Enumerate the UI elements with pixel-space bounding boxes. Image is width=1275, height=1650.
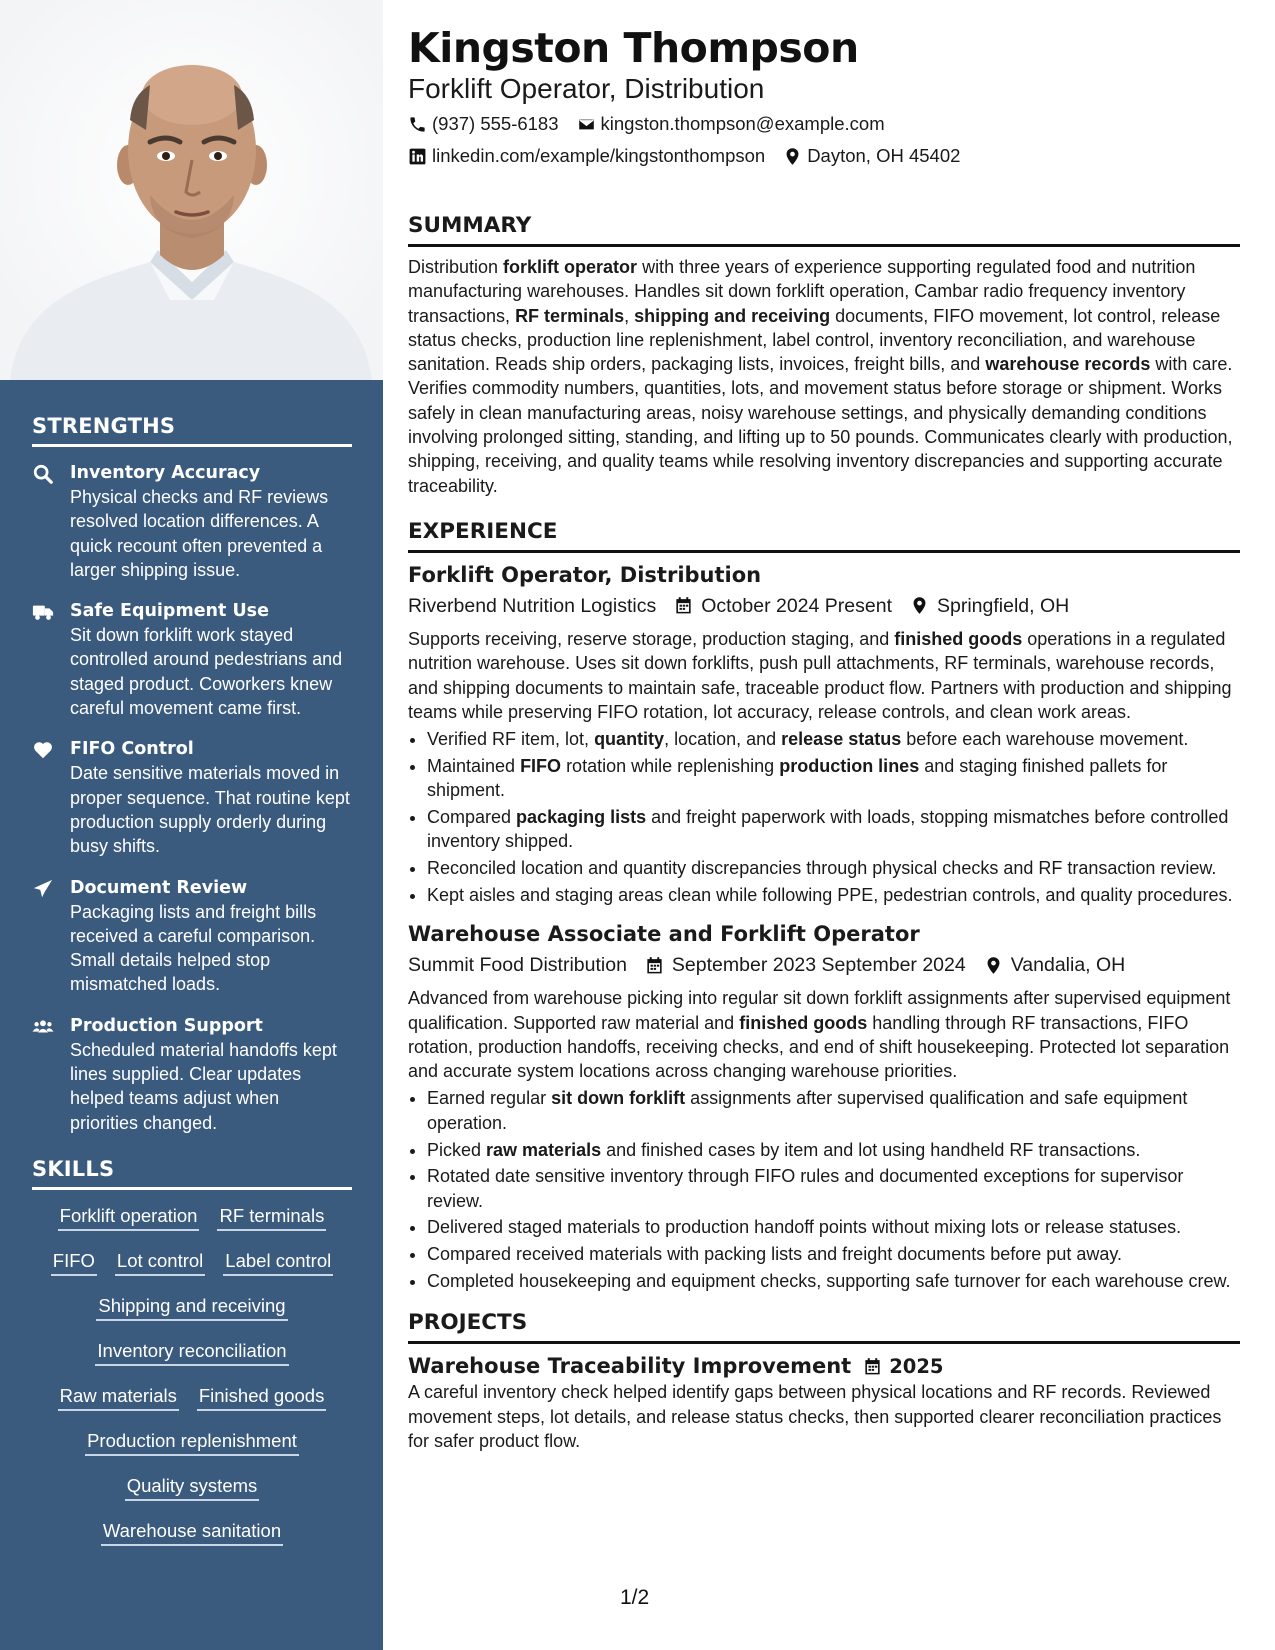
- job-entry: [408, 920, 1240, 1293]
- skill-tag: Production replenishment: [85, 1429, 299, 1456]
- project-year: 2025: [889, 1354, 944, 1378]
- project-header: [408, 1352, 1240, 1380]
- skill-tag: Lot control: [115, 1249, 205, 1276]
- strength-title: Safe Equipment Use: [70, 601, 269, 622]
- skills-heading: SKILLS: [32, 1157, 352, 1190]
- list-item: • Kept aisles and staging areas clean while following PPE, pedestrian controls, and quality procedures.: [427, 883, 1240, 907]
- calendar-icon: [674, 596, 693, 615]
- list-item: • Compared received materials with packing lists and freight documents before put away.: [427, 1242, 1240, 1266]
- section-heading: PROJECTS: [408, 1309, 1240, 1344]
- strength-text: Physical checks and RF reviews resolved location differences. A quick recount often prevented a larger shipping issue.: [70, 487, 329, 580]
- sidebar-panel: [0, 380, 383, 1650]
- skills-list: [32, 1204, 352, 1546]
- job-description: Advanced from warehouse picking into regular sit down forklift assignments after supervised equipment qualification. Supported raw material and finished goods handling through RF transactions, FIFO rotation, production handoffs, receiving checks, and end of shift housekeeping. Protected lot separation and accurate system locations across changing warehouse priorities.: [408, 988, 1231, 1082]
- list-item: • Earned regular sit down forklift assignments after supervised qualification and safe equipment operation.: [427, 1086, 1240, 1135]
- list-item: • Reconciled location and quantity discrepancies through physical checks and RF transaction review.: [427, 856, 1240, 880]
- strength-title: Document Review: [70, 877, 248, 898]
- strength-item: [32, 737, 351, 858]
- map-pin-icon: [910, 596, 929, 615]
- strengths-list: [32, 461, 351, 1135]
- skill-tag: Label control: [223, 1249, 333, 1276]
- heart-icon: [32, 737, 70, 858]
- strength-text: Scheduled material handoffs kept lines supplied. Clear updates helped teams adjust when priorities changed.: [70, 1039, 337, 1133]
- candidate-role: Forklift Operator, Distribution: [408, 73, 765, 104]
- job-meta: [408, 952, 1240, 978]
- list-item: • Verified RF item, lot, quantity, location, and release status before each warehouse movement.: [427, 727, 1240, 751]
- strengths-heading: STRENGTHS: [32, 414, 352, 447]
- search-icon: [32, 461, 70, 582]
- strength-title: Production Support: [70, 1015, 263, 1036]
- job-dates: September 2023 September 2024: [671, 954, 966, 977]
- linkedin-link[interactable]: linkedin.com/example/kingstonthompson: [432, 145, 766, 166]
- contact-row: [408, 112, 1240, 136]
- users-icon: [32, 1014, 70, 1135]
- location-text: Dayton, OH 45402: [807, 145, 961, 166]
- job-description: Supports receiving, reserve storage, production staging, and finished goods operations in a regulated nutrition warehouse. Uses sit down forklifts, push pull attachments, RF terminals, warehouse records, and shipping documents to maintain safe, traceable product flow. Partners with production and shipping teams while preserving FIFO rotation, lot accuracy, release controls, and clean work areas.: [408, 628, 1232, 722]
- strength-title: FIFO Control: [70, 739, 194, 760]
- summary-section: [408, 212, 1240, 498]
- strength-text: Sit down forklift work stayed controlled around pedestrians and staged product. Coworkers knew careful movement came first.: [70, 625, 343, 719]
- main-content: [408, 22, 1240, 1453]
- paper-plane-icon: [32, 876, 70, 997]
- job-meta: [408, 593, 1240, 619]
- skill-tag: Inventory reconciliation: [95, 1339, 288, 1366]
- section-heading: EXPERIENCE: [408, 518, 1240, 553]
- list-item: • Delivered staged materials to production handoff points without mixing lots or release statuses.: [427, 1215, 1240, 1239]
- strength-title: Inventory Accuracy: [70, 463, 261, 483]
- page-number: 1/2: [620, 1586, 650, 1609]
- job-title: Forklift Operator, Distribution: [408, 562, 762, 587]
- skill-tag: Finished goods: [197, 1384, 326, 1411]
- strength-item: [32, 876, 351, 997]
- skill-tag: Warehouse sanitation: [101, 1519, 283, 1546]
- projects-section: [408, 1309, 1240, 1453]
- list-item: • Completed housekeeping and equipment checks, supporting safe turnover for each warehouse crew.: [427, 1269, 1240, 1293]
- skill-tag: FIFO: [51, 1249, 97, 1276]
- sidebar: [0, 0, 383, 1650]
- map-pin-icon: [783, 147, 802, 166]
- job-location: Vandalia, OH: [1010, 954, 1126, 977]
- phone-icon: [408, 115, 427, 134]
- job-dates: October 2024 Present: [701, 594, 892, 617]
- project-description: A careful inventory check helped identify gaps between physical locations and RF records. Reviewed movement steps, lot details, and release status checks, then supported clearer reconciliation practices for safer product flow.: [408, 1382, 1222, 1451]
- calendar-icon: [863, 1357, 882, 1376]
- strength-item: [32, 1014, 351, 1135]
- list-item: • Compared packaging lists and freight paperwork with loads, stopping mismatches before controlled inventory shipped.: [427, 805, 1240, 854]
- project-title: Warehouse Traceability Improvement: [408, 1354, 852, 1379]
- skill-tag: Forklift operation: [58, 1204, 200, 1231]
- map-pin-icon: [984, 956, 1003, 975]
- list-item: • Maintained FIFO rotation while replenishing production lines and staging finished pallets for shipment.: [427, 754, 1240, 803]
- company-name: Riverbend Nutrition Logistics: [408, 594, 657, 617]
- company-name: Summit Food Distribution: [408, 954, 627, 977]
- strength-item: [32, 461, 351, 582]
- skill-tag: RF terminals: [217, 1204, 326, 1231]
- skill-tag: Shipping and receiving: [96, 1294, 287, 1321]
- job-location: Springfield, OH: [937, 594, 1070, 617]
- strength-text: Packaging lists and freight bills received a careful comparison. Small details helped stop mismatched loads.: [70, 901, 317, 995]
- list-item: • Picked raw materials and finished cases by item and lot using handheld RF transactions.: [427, 1138, 1240, 1162]
- skill-tag: Quality systems: [125, 1474, 260, 1501]
- list-item: • Rotated date sensitive inventory through FIFO rules and documented exceptions for supervisor review.: [427, 1164, 1240, 1213]
- candidate-name: Kingston Thompson: [408, 24, 859, 72]
- job-bullets: [427, 1086, 1240, 1293]
- strength-item: [32, 599, 351, 720]
- summary-text: Distribution forklift operator with three years of experience supporting regulated food and nutrition manufacturing warehouses. Handles sit down forklift operation, Cambar radio frequency inventory transactions, RF terminals, shipping and receiving documents, FIFO movement, lot control, release status checks, production line replenishment, label control, inventory reconciliation, and warehouse sanitation. Reads ship orders, packaging lists, invoices, freight bills, and warehouse records with care. Verifies commodity numbers, quantities, lots, and movement status before storage or shipment. Works safely in clean manufacturing areas, noisy warehouse settings, and physically demanding conditions involving prolonged sitting, standing, and lifting up to 50 pounds. Communicates clearly with production, shipping, receiving, and quality teams while resolving inventory discrepancies and supporting accurate traceability.: [408, 257, 1233, 496]
- section-heading: SUMMARY: [408, 212, 1240, 247]
- truck-icon: [32, 599, 70, 720]
- mail-icon: [577, 115, 596, 134]
- contact-row: [408, 144, 1240, 168]
- email-link[interactable]: kingston.thompson@example.com: [600, 113, 885, 134]
- strength-text: Date sensitive materials moved in proper sequence. That routine kept production supply orderly during busy shifts.: [70, 763, 350, 857]
- job-bullets: [427, 727, 1240, 907]
- linkedin-icon: [408, 147, 427, 166]
- job-entry: [408, 561, 1240, 907]
- calendar-icon: [645, 956, 664, 975]
- skill-tag: Raw materials: [58, 1384, 179, 1411]
- job-title: Warehouse Associate and Forklift Operator: [408, 922, 920, 947]
- phone-number[interactable]: (937) 555-6183: [432, 113, 559, 134]
- experience-section: [408, 518, 1240, 1293]
- profile-photo: [0, 0, 383, 380]
